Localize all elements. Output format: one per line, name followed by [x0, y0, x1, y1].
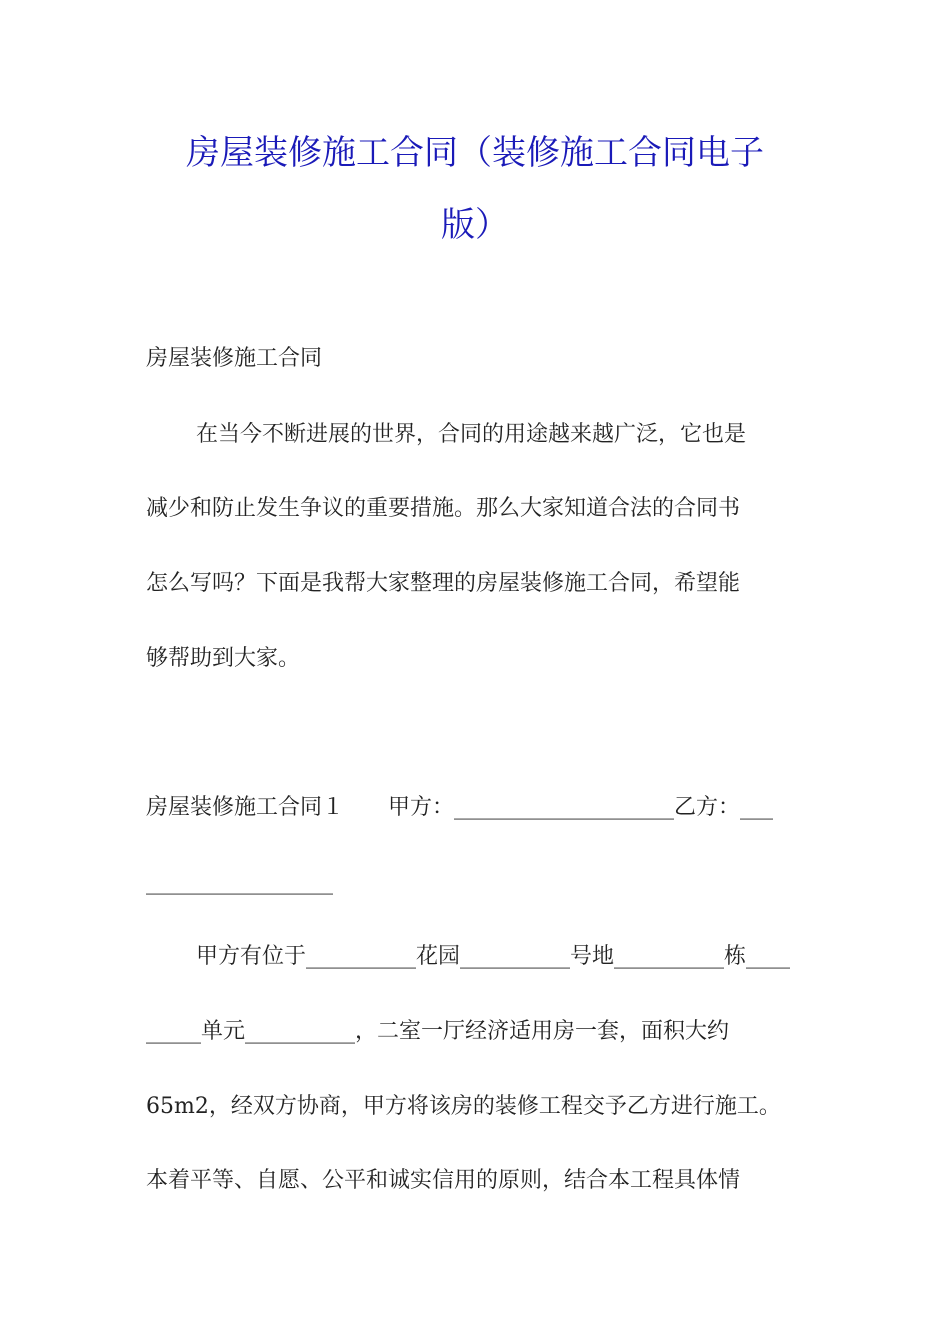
intro-line-4: 够帮助到大家。: [146, 646, 301, 671]
contract-parties-line: 房屋装修施工合同１ 甲方：____________________乙方：___: [146, 795, 774, 820]
contract-parties-line-cont: _________________: [146, 870, 333, 895]
intro-line-1: 在当今不断进展的世界，合同的用途越来越广泛，它也是: [196, 422, 747, 447]
document-title-line-2: 版）: [441, 205, 509, 245]
body-line-3: 65m2，经双方协商，甲方将该房的装修工程交予乙方进行施工。: [146, 1094, 781, 1119]
section-subtitle: 房屋装修施工合同: [146, 346, 323, 371]
body-line-2: _____单元__________，二室一厅经济适用房一套，面积大约: [146, 1019, 730, 1044]
intro-line-3: 怎么写吗？下面是我帮大家整理的房屋装修施工合同，希望能: [146, 571, 741, 596]
body-line-1: 甲方有位于__________花园__________号地__________栋____: [196, 944, 791, 969]
document-title-line-1: 房屋装修施工合同（装修施工合同电子: [186, 133, 764, 173]
intro-line-2: 减少和防止发生争议的重要措施。那么大家知道合法的合同书: [146, 496, 741, 521]
body-line-4: 本着平等、自愿、公平和诚实信用的原则，结合本工程具体情: [146, 1168, 741, 1193]
